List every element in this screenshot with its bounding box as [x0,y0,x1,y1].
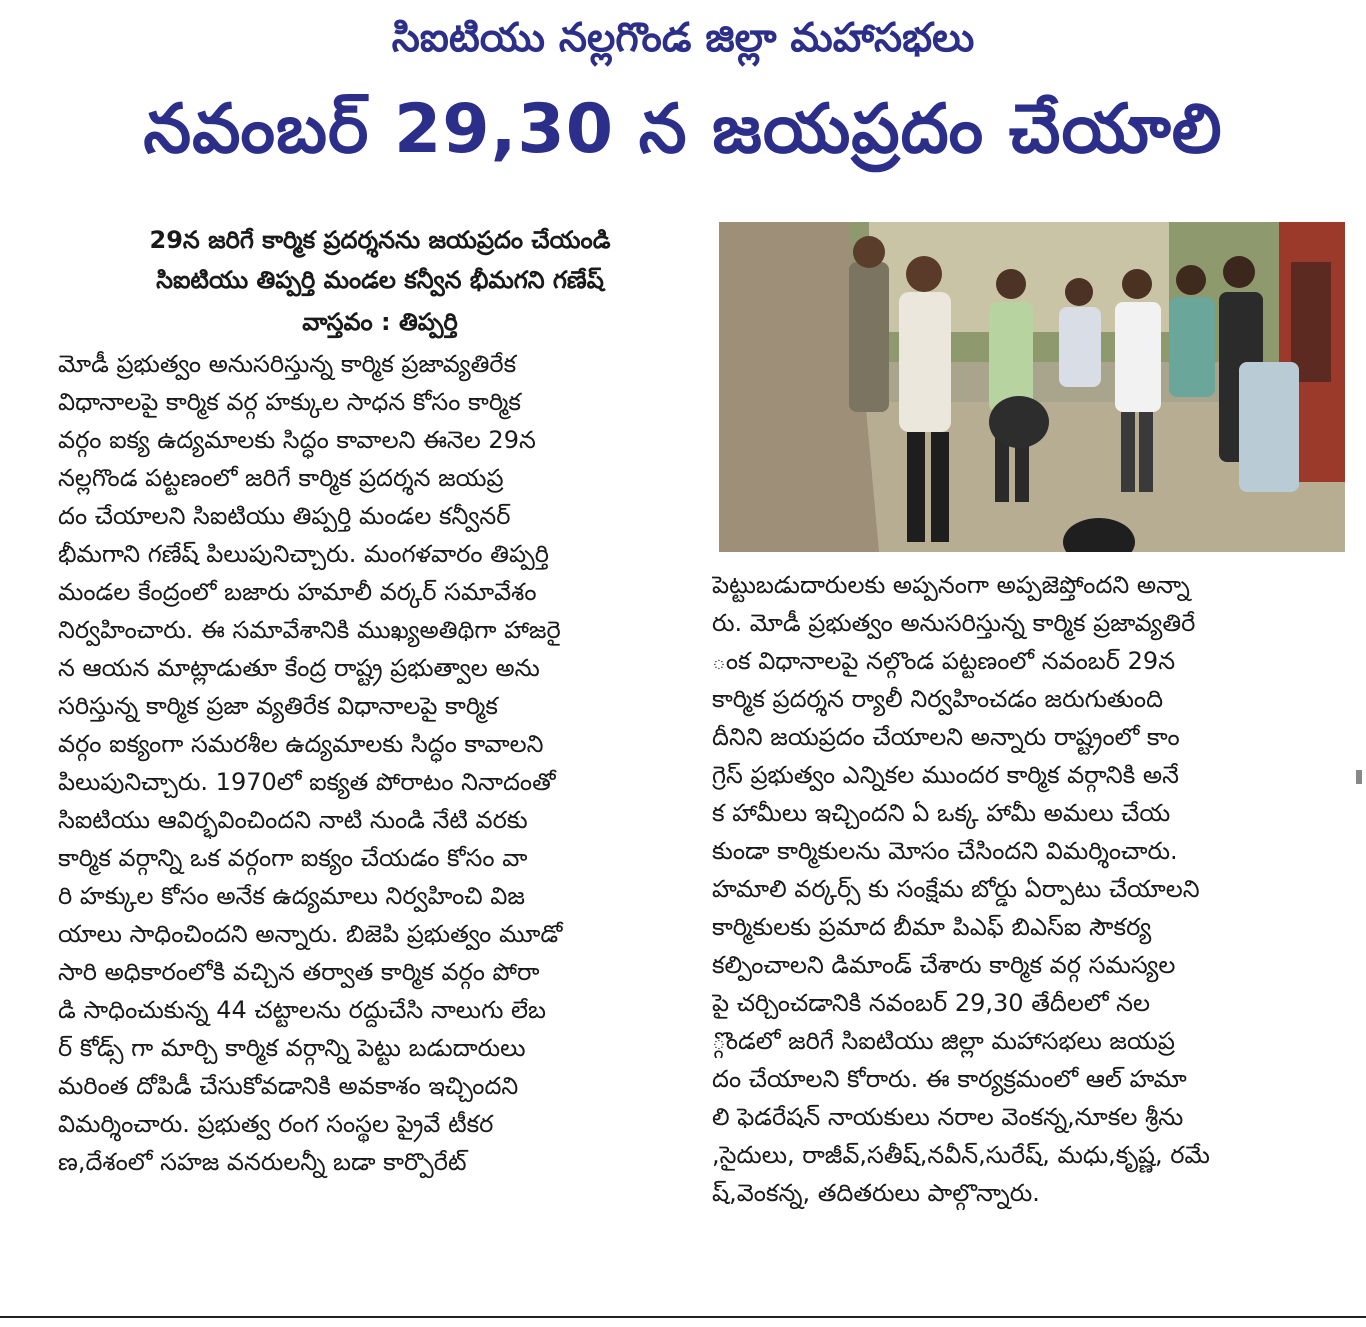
body-line: కుండా కార్మికులను మోసం చేసిందని విమర్శించారు. [712,837,1178,865]
body-line: వర్గం ఐక్యంగా సమరశీల ఉద్యమాలకు సిద్ధం కావాలని [58,730,544,758]
body-line: వర్గం ఐక్య ఉద్యమాలకు సిద్ధం కావాలని ఈనెల 29న [58,426,536,454]
body-line: ష్,వెంకన్న, తదితరులు పాల్గొన్నారు. [712,1179,1040,1207]
body-line: సరిస్తున్న కార్మిక ప్రజా వ్యతిరేక విధానాలపై కార్మిక [58,692,498,720]
body-line: రి హక్కుల కోసం అనేక ఉద్యమాలు నిర్వహించి విజ [58,882,525,910]
body-line: భీమగాని గణేష్ పిలుపునిచ్చారు. మంగళవారం తిప్పర్తి [58,540,549,568]
body-line: విధానాలపై కార్మిక వర్గ హక్కుల సాధన కోసం కార్మిక [58,388,521,416]
body-line: ్గొండలో జరిగే సిఐటియు జిల్లా మహాసభలు జయప్ర [712,1027,1175,1055]
subhead-line-2: సిఐటియు తిప్పర్తి మండల కన్వీన భీమగని గణేష్ [156,266,604,294]
body-line: మరింత దోపిడీ చేసుకోవడానికి అవకాశం ఇచ్చిందని [58,1072,519,1100]
body-line: లి ఫెడరేషన్ నాయకులు నరాల వెంకన్న,నూకల శ్రీను [712,1103,1184,1131]
body-line: పై చర్చించడానికి నవంబర్ 29,30 తేదీలలో నల [712,989,1151,1017]
subhead-line-1: 29న జరిగే కార్మిక ప్రదర్శనను జయప్రదం చేయండి [149,226,611,254]
body-line: రు. మోడీ ప్రభుత్వం అనుసరిస్తున్న కార్మిక ప్రజావ్యతిరే [712,609,1196,637]
body-line: ర్ కోడ్స్ గా మార్చి కార్మిక వర్గాన్ని పెట్టు బడుదారులు [58,1034,526,1062]
body-line: పెట్టుబడుదారులకు అప్పనంగా అప్పజెప్తోందని అన్నా [712,571,1190,599]
body-line: నిర్వహించారు. ఈ సమావేశానికి ముఖ్యఅతిథిగా హాజరై [58,616,561,644]
body-line: ంక విధానాలపై నల్గొండ పట్టణంలో నవంబర్ 29న [712,647,1176,675]
body-line: న ఆయన మాట్లాడుతూ కేంద్ర రాష్ట్ర ప్రభుత్వాల అను [58,654,540,682]
body-line: కార్మిక వర్గాన్ని ఒక వర్గంగా ఐక్యం చేయడం కోసం వా [58,844,528,872]
headline: నవంబర్ 29,30 న జయప్రదం చేయాలి [143,90,1223,169]
body-line: మండల కేంద్రంలో బజారు హమాలీ వర్కర్ సమావేశం [58,578,537,606]
body-line: దం చేయాలని సిఐటియు తిప్పర్తి మండల కన్వీనర్ [58,502,511,530]
body-column-left [58,345,686,1181]
workers-meeting-photo [719,222,1345,552]
body-line: దం చేయాలని కోరారు. ఈ కార్యక్రమంలో ఆల్ హమా [712,1065,1187,1093]
body-line: దీనిని జయప్రదం చేయాలని అన్నారు రాష్ట్రంలో కాం [712,723,1180,751]
body-line: సారి అధికారంలోకి వచ్చిన తర్వాత కార్మిక వర్గం పోరా [58,958,540,986]
margin-mark [1356,770,1362,784]
body-column-right [712,566,1342,1212]
body-line: హమాలి వర్కర్స్ కు సంక్షేమ బోర్డు ఏర్పాటు చేయాలని [712,875,1200,903]
bottom-rule [0,1316,1366,1318]
body-line: యాలు సాధించిందని అన్నారు. బిజెపి ప్రభుత్వం మూడో [58,920,563,948]
body-line: కార్మిక ప్రదర్శన ర్యాలీ నిర్వహించడం జరుగుతుంది [712,685,1164,713]
body-line: కార్మికులకు ప్రమాద బీమా పిఎఫ్ బిఎస్ఐ సౌకర్య [712,913,1152,941]
dateline: వాస్తవం : తిప్పర్తి [302,308,458,336]
body-line: నల్లగొండ పట్టణంలో జరిగే కార్మిక ప్రదర్శన జయప్ర [58,464,504,492]
body-line: గ్రెస్ ప్రభుత్వం ఎన్నికల ముందర కార్మిక వర్గానికి అనే [712,761,1179,789]
body-line: సిఐటియు ఆవిర్భవించిందని నాటి నుండి నేటి వరకు [58,806,528,834]
body-line: పిలుపునిచ్చారు. 1970లో ఐక్యత పోరాటం నినాదంతో [58,768,556,796]
body-line: విమర్శించారు. ప్రభుత్వ రంగ సంస్థల ప్రైవే టీకర [58,1110,494,1138]
body-line: ణ,దేశంలో సహజ వనరులన్నీ బడా కార్పొరేట్ [58,1148,467,1176]
kicker-title: సిఐటియు నల్లగొండ జిల్లా మహాసభలు [391,15,975,61]
body-line: క హామీలు ఇచ్చిందని ఏ ఒక్క హామీ అమలు చేయ [712,799,1171,827]
body-line: ,సైదులు, రాజీవ్,సతీష్,నవీన్,సురేష్, మధు,కృష్ణ, రమే [712,1141,1210,1169]
news-photo [719,222,1345,552]
body-line: కల్పించాలని డిమాండ్ చేశారు కార్మిక వర్గ సమస్యల [712,951,1176,979]
body-line: డి సాధించుకున్న 44 చట్టాలను రద్దుచేసి నాలుగు లేబ [58,996,547,1024]
body-line: మోడీ ప్రభుత్వం అనుసరిస్తున్న కార్మిక ప్రజావ్యతిరేక [58,350,517,378]
